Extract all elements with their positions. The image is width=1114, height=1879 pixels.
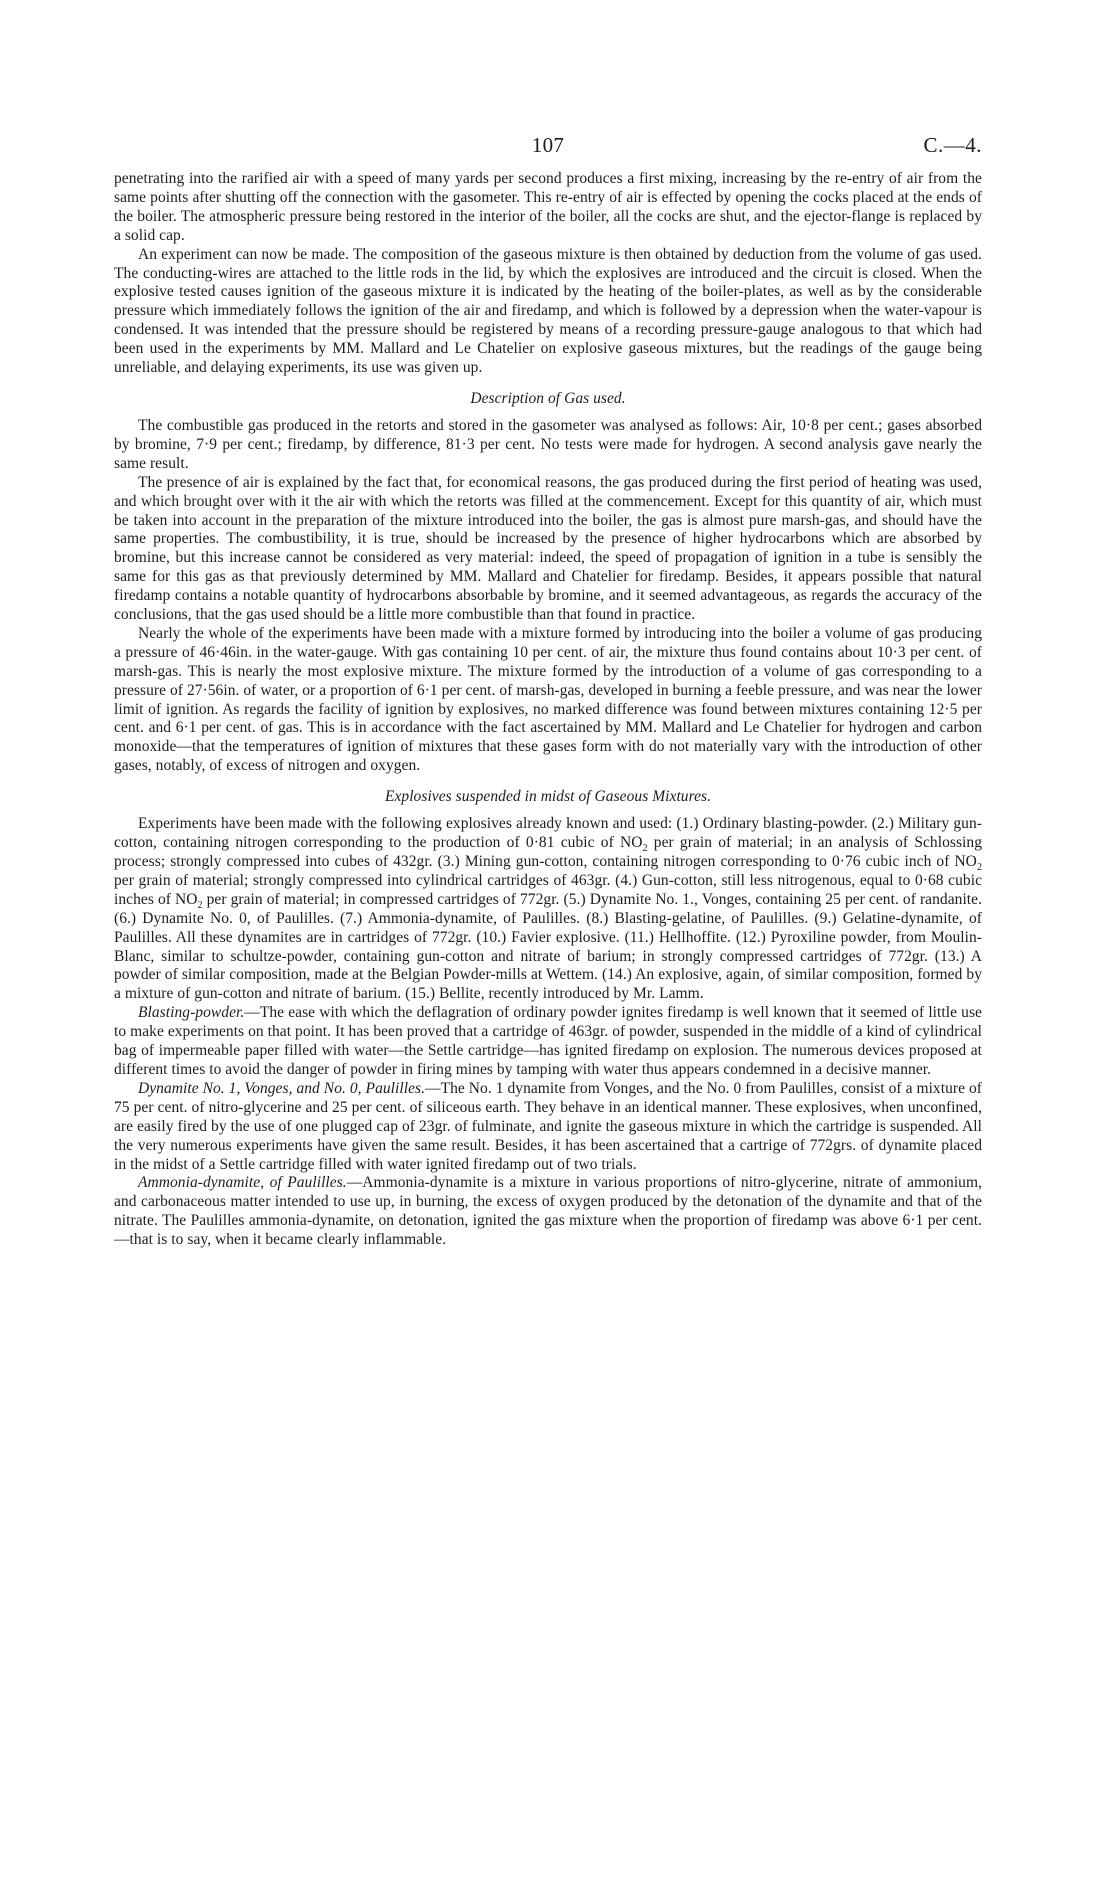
page-number: 107	[531, 133, 565, 157]
blasting-powder-paragraph	[114, 1004, 982, 1080]
explosives-list-text-1: Experiments have been made with the following explosives already known and used: (1.) Ordinary blasting-powder. (2.) Military gun-cotton, containing nitrogen corresponding to the production of 0·81 cubic of NO	[114, 815, 982, 852]
subscript: 2	[642, 843, 648, 855]
subscript: 2	[197, 899, 203, 911]
explosives-list-text-2: per grain of material; in an analysis of Schlossing process; strongly compressed into cubes of 432gr. (3.) Mining gun-cotton, containing nitrogen corresponding to 0·76 cubic inch of NO	[114, 834, 983, 870]
dynamite-text: —The No. 1 dynamite from Vonges, and the No. 0 from Paulilles, consist of a mixture of 75 per cent. of nitro-glycerine and 25 per cent. of siliceous earth. They behave in an identical manner. These explosives, when unconfined, are easily fired by the use of one plugged cap of 23gr. of fulminate, and ignite the gaseous mixture in which the cartridge is suspended. All the very numerous experiments have given the same result. Besides, it has been ascertained that a cartrige of 772grs. of dynamite placed in the midst of a Settle cartridge filled with water ignited firedamp out of two trials.	[114, 1079, 982, 1173]
explosives-list-text-4: per grain of material; in compressed cartridges of 772gr. (5.) Dynamite No. 1., Vonges, containing 25 per cent. of randanite. (6.) Dynamite No. 0, of Paulilles. (7.) Ammonia-dynamite, of Paulilles. (8.) Blasting-gelatine, of Paulilles. (9.) Gelatine-dynamite, of Paulilles. All these dynamites are in cartridges of 772gr. (10.) Favier explosive. (11.) Hellhoffite. (12.) Pyroxiline powder, from Moulin-Blanc, similar to schultze-powder, containing gun-cotton and nitrate of barium; in strongly compressed cartridges of 772gr. (13.) A powder of similar composition, made at the Belgian Powder-mills at Wettem. (14.) An explosive, again, of similar composition, formed by a mixture of gun-cotton and nitrate of barium. (15.) Bellite, recently introduced by Mr. Lamm.	[114, 890, 983, 1003]
blasting-powder-title: Blasting-powder.	[138, 1004, 245, 1022]
dynamite-title: Dynamite No. 1, Vonges, and No. 0, Paulilles.	[138, 1079, 426, 1097]
body-text	[114, 170, 982, 1250]
air-presence-paragraph: The presence of air is explained by the fact that, for economical reasons, the gas produced during the first period of heating was used, and which brought over with it the air with which the retorts was filled at the commencement. Except for this quantity of air, which must be taken into account in the preparation of the mixture introduced into the boiler, the gas is almost pure marsh-gas, and should have the same properties. The combustibility, it is true, should be increased by the presence of higher hydrocarbons which are absorbed by bromine, but this increase cannot be considered as very material: indeed, the speed of propagation of ignition in a tube is sensibly the same for this gas as that previously determined by MM. Mallard and Chatelier for firedamp. Besides, it appears possible that natural firedamp contains a notable quantity of hydrocarbons absorbable by bromine, and it seemed advantageous, as regards the accuracy of the conclusions, that the gas used should be a little more combustible than that found in practice.	[114, 473, 982, 624]
document-page	[114, 130, 982, 1250]
explosives-list-paragraph	[114, 815, 982, 1004]
section-heading-explosives: Explosives suspended in midst of Gaseous Mixtures.	[384, 788, 712, 806]
page-header	[114, 130, 982, 170]
experiment-paragraph: An experiment can now be made. The composition of the gaseous mixture is then obtained by deduction from the volume of gas used. The conducting-wires are attached to the little rods in the lid, by which the explosives are introduced and the circuit is closed. When the explosive tested causes ignition of the gaseous mixture it is indicated by the heating of the boiler-plates, as well as by the considerable pressure which immediately follows the ignition of the air and firedamp, and which is followed by a depression when the water-vapour is condensed. It was intended that the pressure should be registered by means of a recording pressure-gauge analogous to that which had been used in the experiments by MM. Mallard and Le Chatelier on explosive gaseous mixtures, but the readings of the gauge being unreliable, and delaying experiments, its use was given up.	[114, 245, 982, 377]
mixture-paragraph: Nearly the whole of the experiments have been made with a mixture formed by introducing into the boiler a volume of gas producing a pressure of 46·46in. in the water-gauge. With gas containing 10 per cent. of air, the mixture thus found contains about 10·3 per cent. of marsh-gas. This is nearly the most explosive mixture. The mixture formed by the introduction of a volume of gas corresponding to a pressure of 27·56in. of water, or a proportion of 6·1 per cent. of marsh-gas, developed in burning a feeble pressure, and was near the lower limit of ignition. As regards the facility of ignition by explosives, no marked difference was found between mixtures containing 12·5 per cent. and 6·1 per cent. of gas. This is in accordance with the fact ascertained by MM. Mallard and Le Chatelier for hydrogen and carbon monoxide—that the temperatures of ignition of mixtures that these gases form with do not materially vary with the introduction of other gases, notably, of excess of nitrogen and oxygen.	[114, 624, 982, 775]
subscript: 2	[976, 862, 982, 874]
ammonia-dynamite-text: —Ammonia-dynamite is a mixture in various proportions of nitro-glycerine, nitrate of ammonium, and carbonaceous matter intended to use up, in burning, the excess of oxygen produced by the detonation of the dynamite and that of the nitrate. The Paulilles ammonia-dynamite, on detonation, ignited the gas mixture when the proportion of firedamp was above 6·1 per cent.—that is to say, when it became clearly inflammable.	[114, 1174, 983, 1249]
section-heading-gas: Description of Gas used.	[470, 389, 626, 407]
continuation-paragraph: penetrating into the rarified air with a speed of many yards per second produces a first mixing, increasing by the re-entry of air from the same points after shutting off the connection with the gasometer. This re-entry of air is effected by opening the cocks placed at the ends of the boiler. The atmospheric pressure being restored in the interior of the boiler, all the cocks are shut, and the ejector-flange is replaced by a solid cap.	[114, 170, 982, 244]
document-reference: C.—4.	[923, 133, 982, 157]
explosives-list-text-3: per grain of material; strongly compressed into cylindrical cartridges of 463gr. (4.) Gun-cotton, still less nitrogenous, equal to 0·68 cubic inches of NO	[114, 871, 982, 908]
blasting-powder-text: —The ease with which the deflagration of ordinary powder ignites firedamp is well known that it seemed of little use to make experiments on that point. It has been proved that a cartridge of 463gr. of powder, suspended in the middle of a kind of cylindrical bag of impermeable paper filled with water—the Settle cartridge—has ignited firedamp on explosion. The numerous devices proposed at different times to avoid the danger of powder in firing mines by tamping with water thus appears condemned in a decisive manner.	[114, 1004, 982, 1078]
gas-analysis-paragraph: The combustible gas produced in the retorts and stored in the gasometer was analysed as follows: Air, 10·8 per cent.; gases absorbed by bromine, 7·9 per cent.; firedamp, by difference, 81·3 per cent. No tests were made for hydrogen. A second analysis gave nearly the same result.	[114, 416, 982, 472]
dynamite-paragraph	[114, 1080, 982, 1175]
ammonia-dynamite-paragraph	[114, 1174, 982, 1250]
ammonia-dynamite-title: Ammonia-dynamite, of Paulilles.	[138, 1174, 347, 1192]
